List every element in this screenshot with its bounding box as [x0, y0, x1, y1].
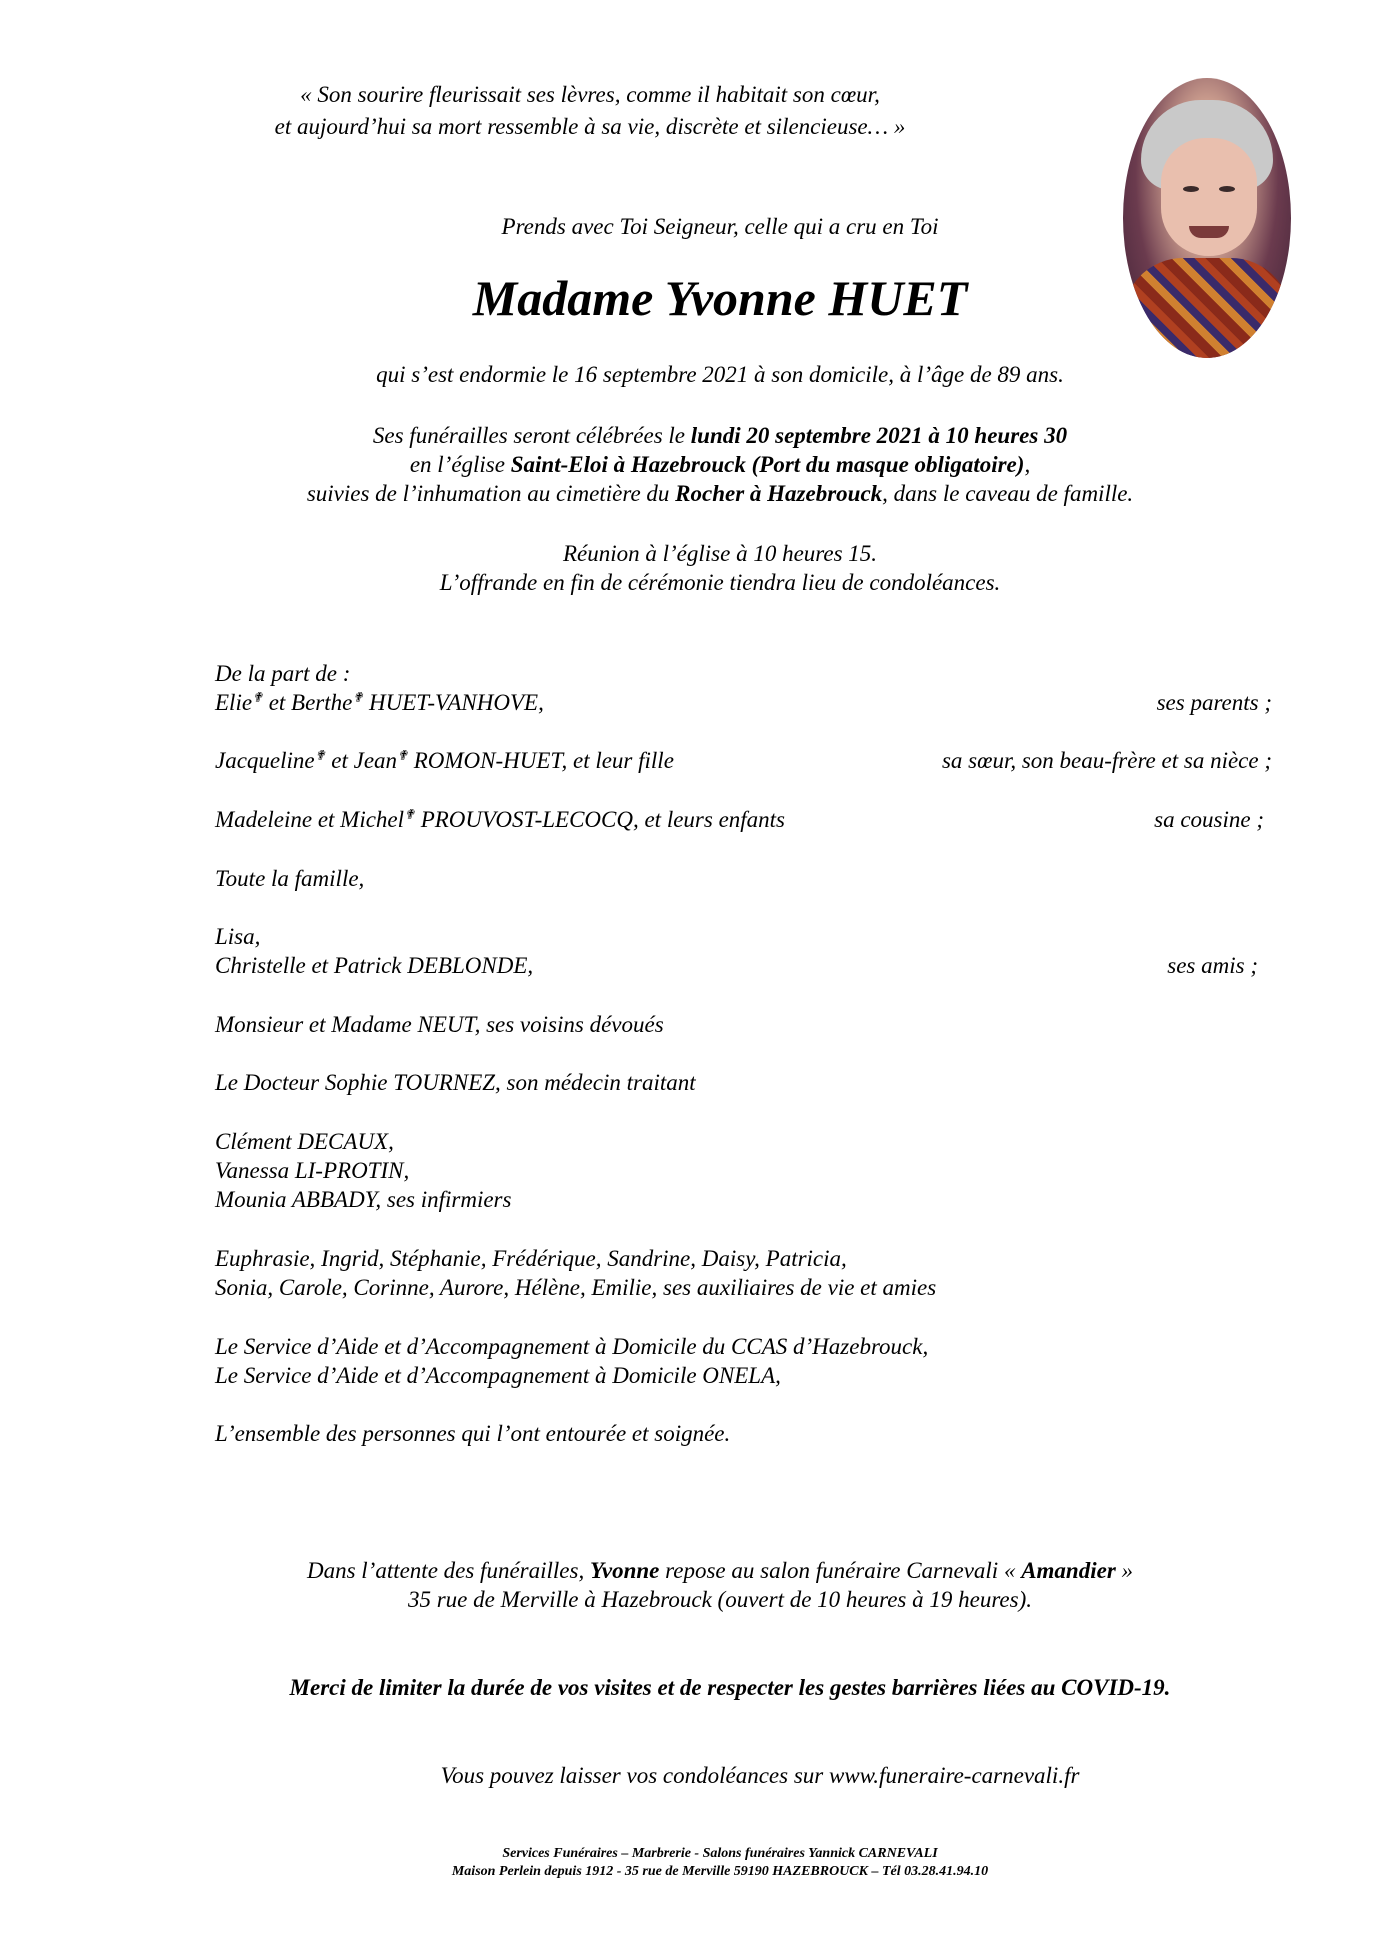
death-notice: qui s’est endormie le 16 septembre 2021 à son domicile, à l’âge de 89 ans. — [376, 362, 1064, 387]
condolences-line: Vous pouvez laisser vos condoléances sur www.funeraire-carnevali.fr — [440, 1763, 1080, 1788]
footer-line-1: Services Funéraires – Marbrerie - Salons funéraires Yannick CARNEVALI — [502, 1846, 938, 1861]
friends-row-1: Lisa, — [215, 924, 261, 949]
nurse-row-2: Vanessa LI-PROTIN, — [215, 1158, 410, 1183]
neighbors-row: Monsieur et Madame NEUT, ses voisins dévoués — [215, 1012, 664, 1037]
nurse-row-3: Mounia ABBADY, ses infirmiers — [215, 1187, 512, 1212]
aides-row-1: Euphrasie, Ingrid, Stéphanie, Frédérique, Sandrine, Daisy, Patricia, — [215, 1246, 847, 1271]
service-row-1: Le Service d’Aide et d’Accompagnement à Domicile du CCAS d’Hazebrouck, — [215, 1334, 929, 1359]
cross-icon: ✟ — [404, 806, 415, 822]
wake-line-1: Dans l’attente des funérailles, Yvonne repose au salon funéraire Carnevali « Amandier » — [306, 1558, 1134, 1583]
deceased-name: Madame Yvonne HUET — [472, 270, 968, 326]
from-label: De la part de : — [215, 661, 351, 686]
cross-icon: ✟ — [352, 689, 364, 705]
epigraph-line-2: et aujourd’hui sa mort ressemble à sa vie, discrète et silencieuse… » — [274, 114, 906, 139]
cross-icon: ✟ — [397, 747, 408, 763]
service-row-2: Le Service d’Aide et d’Accompagnement à Domicile ONELA, — [215, 1363, 781, 1388]
relation-cousin: sa cousine ; — [1154, 807, 1264, 832]
relation-sister: sa sœur, son beau-frère et sa nièce ; — [941, 748, 1272, 773]
relation-friends: ses amis ; — [1167, 953, 1258, 978]
wake-line-2: 35 rue de Merville à Hazebrouck (ouvert de 10 heures à 19 heures). — [407, 1587, 1033, 1612]
funeral-line-3: suivies de l’inhumation au cimetière du Rocher à Hazebrouck, dans le caveau de famille. — [306, 481, 1134, 506]
funeral-line-1: Ses funérailles seront célébrées le lundi 20 septembre 2021 à 10 heures 30 — [372, 423, 1068, 448]
prayer-line: Prends avec Toi Seigneur, celle qui a cru en Toi — [501, 214, 939, 239]
reunion-line-2: L’offrande en fin de cérémonie tiendra lieu de condoléances. — [439, 570, 1001, 595]
aides-row-2: Sonia, Carole, Corinne, Aurore, Hélène, Emilie, ses auxiliaires de vie et amies — [215, 1275, 937, 1300]
family-row-parents: Elie✟ et Berthe✟ HUET-VANHOVE, — [215, 689, 544, 715]
cross-icon: ✟ — [314, 747, 326, 763]
funeral-line-2: en l’église Saint-Eloi à Hazebrouck (Port du masque obligatoire), — [409, 452, 1031, 477]
family-row-all: Toute la famille, — [215, 866, 365, 891]
footer-line-2: Maison Perlein depuis 1912 - 35 rue de Merville 59190 HAZEBROUCK – Tél 03.28.41.94.10 — [451, 1864, 989, 1879]
doctor-row: Le Docteur Sophie TOURNEZ, son médecin traitant — [215, 1070, 696, 1095]
nurse-row-1: Clément DECAUX, — [215, 1129, 394, 1154]
family-row-sister: Jacqueline✟ et Jean✟ ROMON-HUET, et leur fille — [215, 747, 674, 773]
family-row-cousin: Madeleine et Michel✟ PROUVOST-LECOCQ, et leurs enfants — [215, 806, 786, 832]
covid-notice: Merci de limiter la durée de vos visites et de respecter les gestes barrières liées au COVID-19. — [289, 1675, 1171, 1700]
cross-icon: ✟ — [252, 689, 263, 705]
friends-row-2: Christelle et Patrick DEBLONDE, — [215, 953, 534, 978]
reunion-line-1: Réunion à l’église à 10 heures 15. — [562, 541, 878, 566]
caregivers-row: L’ensemble des personnes qui l’ont entourée et soignée. — [215, 1421, 731, 1446]
portrait-photo — [1123, 78, 1291, 358]
epigraph-line-1: « Son sourire fleurissait ses lèvres, comme il habitait son cœur, — [300, 82, 880, 107]
relation-parents: ses parents ; — [1156, 690, 1272, 715]
